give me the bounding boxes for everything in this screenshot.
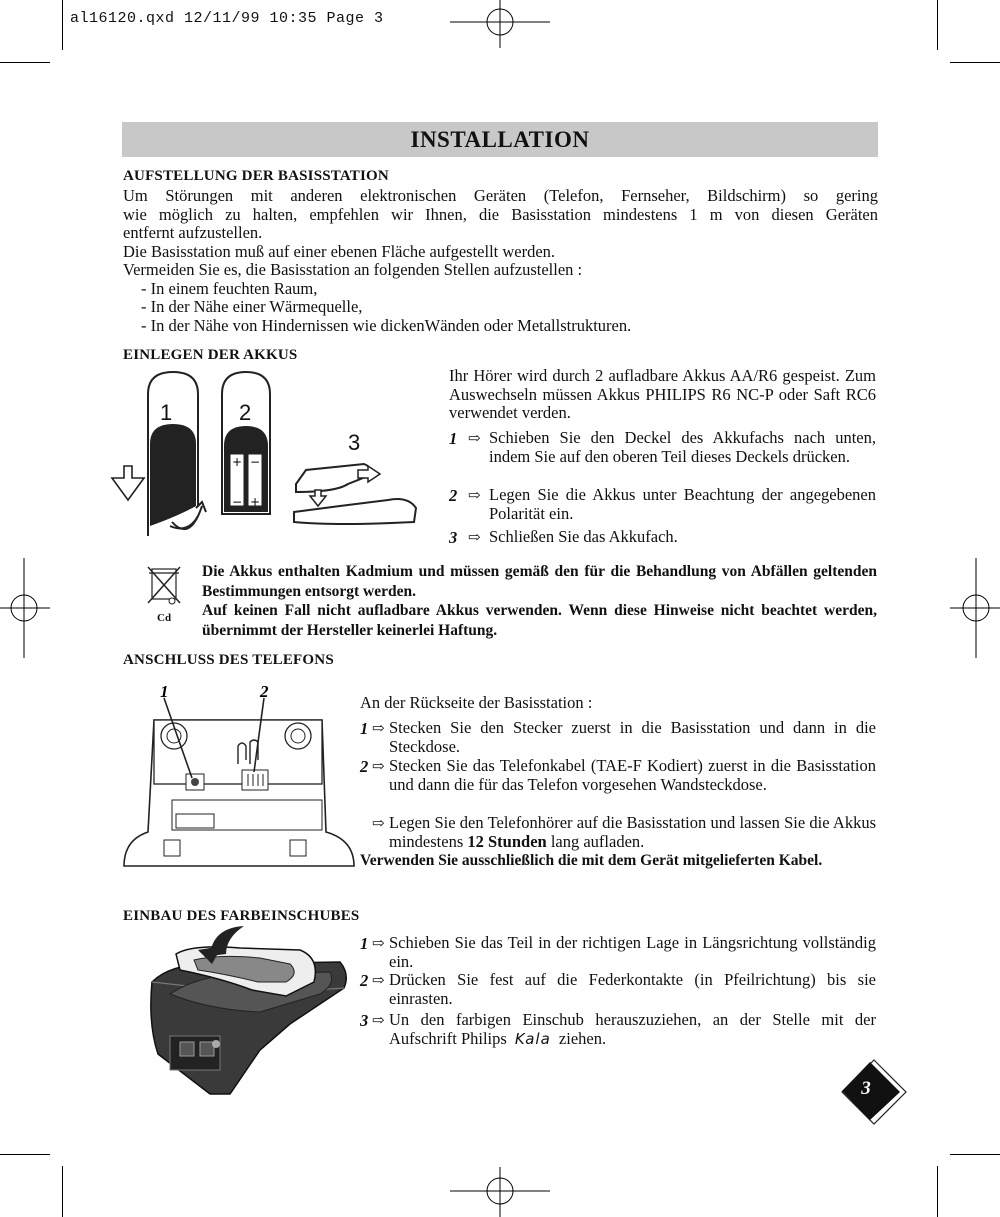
- svg-text:+: +: [232, 455, 243, 469]
- crop-mark: [937, 0, 938, 50]
- arrow-icon: ⇨: [372, 759, 385, 775]
- paragraph-line: Um Störungen mit anderen elektronischen Geräten (Telefon, Fernseher, Bildschirm) so gering: [123, 186, 878, 205]
- step-number: 2: [360, 971, 369, 990]
- section-heading-basisstation: AUFSTELLUNG DER BASISSTATION: [123, 168, 389, 184]
- step-text: Schieben Sie den Deckel des Akkufachs nach unten, indem Sie auf den oberen Teil dieses Deckels drücken.: [489, 428, 876, 466]
- paragraph-line: wie möglich zu halten, empfehlen wir Ihnen, die Basisstation mindestens 1 m von diesen Geräten: [123, 204, 878, 224]
- step-text-part: Un den farbigen Einschub herauszuziehen, an der Stelle mit der Aufschrift Philips: [389, 1010, 876, 1048]
- crop-mark: [950, 62, 1000, 63]
- step-text: Stecken Sie den Stecker zuerst in die Basisstation und dann in die Steckdose.: [389, 718, 876, 756]
- paragraph: Die Basisstation muß auf einer ebenen Fläche aufgestellt werden.: [123, 241, 556, 261]
- crop-mark: [0, 62, 50, 63]
- warning-text: [202, 562, 877, 640]
- step-text: Legen Sie die Akkus unter Beachtung der angegebenen Polarität ein.: [489, 485, 876, 523]
- list-item: - In der Nähe einer Wärmequelle,: [141, 297, 363, 316]
- step-text: Schließen Sie das Akkufach.: [489, 527, 678, 546]
- paragraph: An der Rückseite der Basisstation :: [360, 693, 593, 712]
- step-text-part: ziehen.: [554, 1028, 607, 1048]
- section-heading-farbeinschub: EINBAU DES FARBEINSCHUBES: [123, 908, 360, 924]
- figure-label: 2: [260, 682, 269, 701]
- svg-text:+: +: [250, 495, 261, 509]
- step-text: Stecken Sie das Telefonkabel (TAE-F Kodiert) zuerst in die Basisstation und dann die für das Telefon vorgesehen Wandsteckdose.: [389, 756, 876, 794]
- list-item: - In einem feuchten Raum,: [141, 278, 318, 298]
- step-number: 2: [449, 486, 458, 505]
- print-slug: al16120.qxd 12/11/99 10:35 Page 3: [70, 10, 384, 27]
- arrow-icon: ⇨: [372, 816, 385, 832]
- crop-mark: [937, 1166, 938, 1217]
- cadmium-label: Cd: [157, 612, 172, 624]
- step-number: 1: [360, 719, 369, 738]
- step-text-part: lang aufladen.: [546, 831, 645, 851]
- list-item: - In der Nähe von Hindernissen wie dickenWänden oder Metallstrukturen.: [141, 315, 632, 335]
- registration-mark-left: [0, 558, 50, 658]
- registration-mark-right: [950, 558, 1000, 658]
- warning-line: Die Akkus enthalten Kadmium und müssen gemäß den für die Behandlung von Abfällen geltenden Bestimmungen entsorgt werden.: [202, 563, 877, 600]
- crop-mark: [62, 1166, 63, 1217]
- arrow-icon: ⇨: [468, 530, 481, 546]
- note-text: Verwenden Sie ausschließlich die mit dem Gerät mitgelieferten Kabel.: [360, 852, 823, 869]
- page-number: 3: [861, 1078, 871, 1099]
- title-banner: [122, 122, 878, 157]
- arrow-icon: ⇨: [372, 1013, 385, 1029]
- step-number: 1: [449, 429, 458, 448]
- base-station-back-illustration: [120, 680, 360, 880]
- warning-line: Auf keinen Fall nicht aufladbare Akkus verwenden. Wenn diese Hinweise nicht beachtet werden, übernimmt der Hersteller keinerlei Haftung.: [202, 602, 877, 639]
- step-text: [389, 814, 876, 851]
- step-text: Schieben Sie das Teil in der richtigen Lage in Längsrichtung vollständig ein.: [389, 933, 876, 971]
- figure-label: 1: [160, 400, 173, 425]
- arrow-icon: ⇨: [372, 973, 385, 989]
- crossed-bin-icon: [146, 565, 186, 611]
- step-text-part: Legen Sie den Telefonhörer auf die Basisstation und lassen Sie die Akkus mindestens: [389, 813, 876, 851]
- section-heading-anschluss: ANSCHLUSS DES TELEFONS: [123, 652, 334, 668]
- page-title: INSTALLATION: [410, 127, 590, 152]
- paragraph: Ihr Hörer wird durch 2 aufladbare Akkus AA/R6 gespeist. Zum Auswechseln müssen Akkus PHILIPS R6 NC-P oder Saft RC6 verwendet verden.: [449, 366, 876, 422]
- registration-mark-top: [450, 0, 550, 48]
- step-number: 3: [360, 1011, 369, 1030]
- arrow-icon: ⇨: [468, 431, 481, 447]
- step-number: 3: [449, 528, 458, 547]
- step-text: [389, 1011, 876, 1048]
- crop-mark: [0, 1154, 50, 1155]
- crop-mark: [950, 1154, 1000, 1155]
- step-number: 1: [360, 934, 369, 953]
- arrow-icon: ⇨: [468, 488, 481, 504]
- figure-label: 1: [160, 682, 169, 701]
- step-text: Drücken Sie fest auf die Federkontakte (in Pfeilrichtung) bis sie einrasten.: [389, 970, 876, 1008]
- section-body-basisstation: [123, 187, 878, 335]
- battery-illustration: [118, 366, 428, 546]
- section-heading-akkus: EINLEGEN DER AKKUS: [123, 347, 298, 363]
- svg-text:−: −: [232, 495, 243, 509]
- step-text-bold: 12 Stunden: [467, 831, 547, 851]
- kala-logo: Kala: [514, 1029, 551, 1048]
- paragraph-line: entfernt aufzustellen.: [123, 223, 263, 242]
- svg-text:−: −: [250, 455, 261, 469]
- step-number: 2: [360, 757, 369, 776]
- registration-mark-bottom: [450, 1167, 550, 1217]
- arrow-icon: ⇨: [372, 936, 385, 952]
- figure-label: 3: [348, 430, 361, 455]
- paragraph: Vermeiden Sie es, die Basisstation an folgenden Stellen aufzustellen :: [123, 260, 583, 279]
- color-insert-illustration: [140, 924, 350, 1096]
- arrow-icon: ⇨: [372, 721, 385, 737]
- crop-mark: [62, 0, 63, 50]
- figure-label: 2: [239, 400, 252, 425]
